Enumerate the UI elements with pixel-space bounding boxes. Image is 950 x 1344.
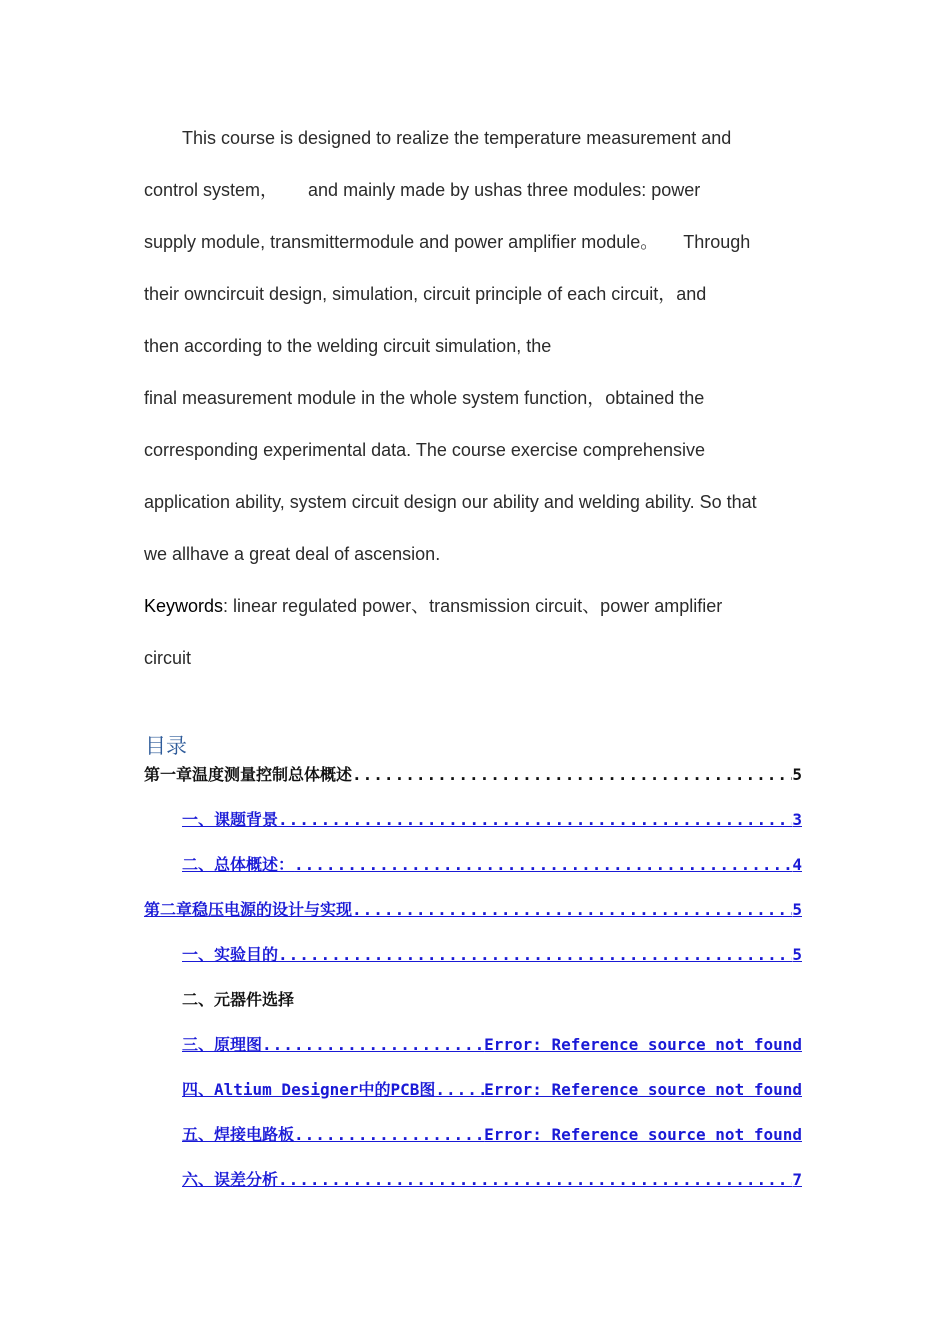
- toc-entry[interactable]: [182, 1120, 802, 1150]
- toc-entry-page: 5: [792, 945, 802, 964]
- toc-entry-number: 一、: [182, 810, 215, 829]
- toc-entry-page: Error: Reference source not found: [484, 1125, 802, 1144]
- toc-entry[interactable]: [182, 850, 802, 880]
- toc-leader-dots: [278, 1165, 792, 1195]
- toc-leader-dots: [278, 940, 792, 970]
- keywords-label: Keywords: [144, 596, 224, 616]
- toc-entry-title: 五、焊接电路板: [182, 1125, 295, 1144]
- toc-entry[interactable]: [182, 1075, 802, 1105]
- toc-entry-title: 四、Altium Designer中的PCB图: [182, 1080, 436, 1099]
- abstract-paragraph: [144, 112, 814, 684]
- toc-entry-number: 第二章: [144, 900, 193, 919]
- toc-entry[interactable]: [182, 805, 802, 835]
- toc-leader-dots: [352, 895, 792, 925]
- toc-entry[interactable]: [182, 1165, 802, 1195]
- toc-entry-title: 总体概述：: [214, 855, 295, 874]
- toc-entry-page: 5: [792, 900, 802, 919]
- abstract-line: we allhave a great deal of ascension.: [144, 544, 441, 564]
- abstract-line: final measurement module in the whole system function，obtained the: [144, 388, 705, 408]
- abstract-line: application ability, system circuit design our ability and welding ability. So that: [144, 492, 757, 512]
- toc-entry-title: 稳压电源的设计与实现: [192, 900, 353, 919]
- toc-entry-page: 5: [792, 765, 802, 784]
- keywords-text: : linear regulated power、transmission circuit、power amplifier: [223, 596, 723, 616]
- abstract-line: supply module, transmittermodule and power amplifier module。 Through: [144, 232, 751, 252]
- abstract-line: This course is designed to realize the temperature measurement and: [182, 128, 732, 148]
- toc-entry[interactable]: [182, 940, 802, 970]
- toc-leader-dots: [352, 760, 792, 790]
- toc-entry[interactable]: [182, 1030, 802, 1060]
- toc-leader-dots: [435, 1075, 484, 1105]
- abstract-line: corresponding experimental data. The course exercise comprehensive: [144, 440, 705, 460]
- toc-entry-page: 4: [792, 855, 802, 874]
- abstract-line: control system， and mainly made by ushas three modules: power: [144, 180, 701, 200]
- toc-entry[interactable]: [144, 895, 802, 925]
- toc-entry-page: Error: Reference source not found: [484, 1035, 802, 1054]
- toc-entry-page: 3: [792, 810, 802, 829]
- keywords-line: [144, 580, 814, 632]
- toc-entry-title: 二、元器件选择: [182, 990, 295, 1009]
- abstract-line: their owncircuit design, simulation, circuit principle of each circuit，and: [144, 284, 707, 304]
- toc-entry: [144, 760, 802, 790]
- toc-leader-dots: [294, 1120, 484, 1150]
- toc-entry-title: 一、实验目的: [182, 945, 279, 964]
- toc-entry-title: 课题背景: [214, 810, 279, 829]
- toc-title: 目录: [145, 734, 187, 758]
- toc-leader-dots: [262, 1030, 484, 1060]
- toc-entry-title: 六、误差分析: [182, 1170, 279, 1189]
- toc-entry-title: 温度测量控制总体概述: [192, 765, 353, 784]
- toc-entry: [182, 985, 802, 1015]
- abstract-line: then according to the welding circuit simulation, the: [144, 336, 552, 356]
- toc-leader-dots: [278, 805, 792, 835]
- toc-leader-dots: [294, 850, 792, 880]
- toc-entry-page: Error: Reference source not found: [484, 1080, 802, 1099]
- keywords-continuation: circuit: [144, 648, 192, 668]
- toc-entry-number: 第一章: [144, 765, 193, 784]
- toc-entry-page: 7: [792, 1170, 802, 1189]
- toc-entry-number: 二、: [182, 855, 215, 874]
- toc-entry-title: 三、原理图: [182, 1035, 263, 1054]
